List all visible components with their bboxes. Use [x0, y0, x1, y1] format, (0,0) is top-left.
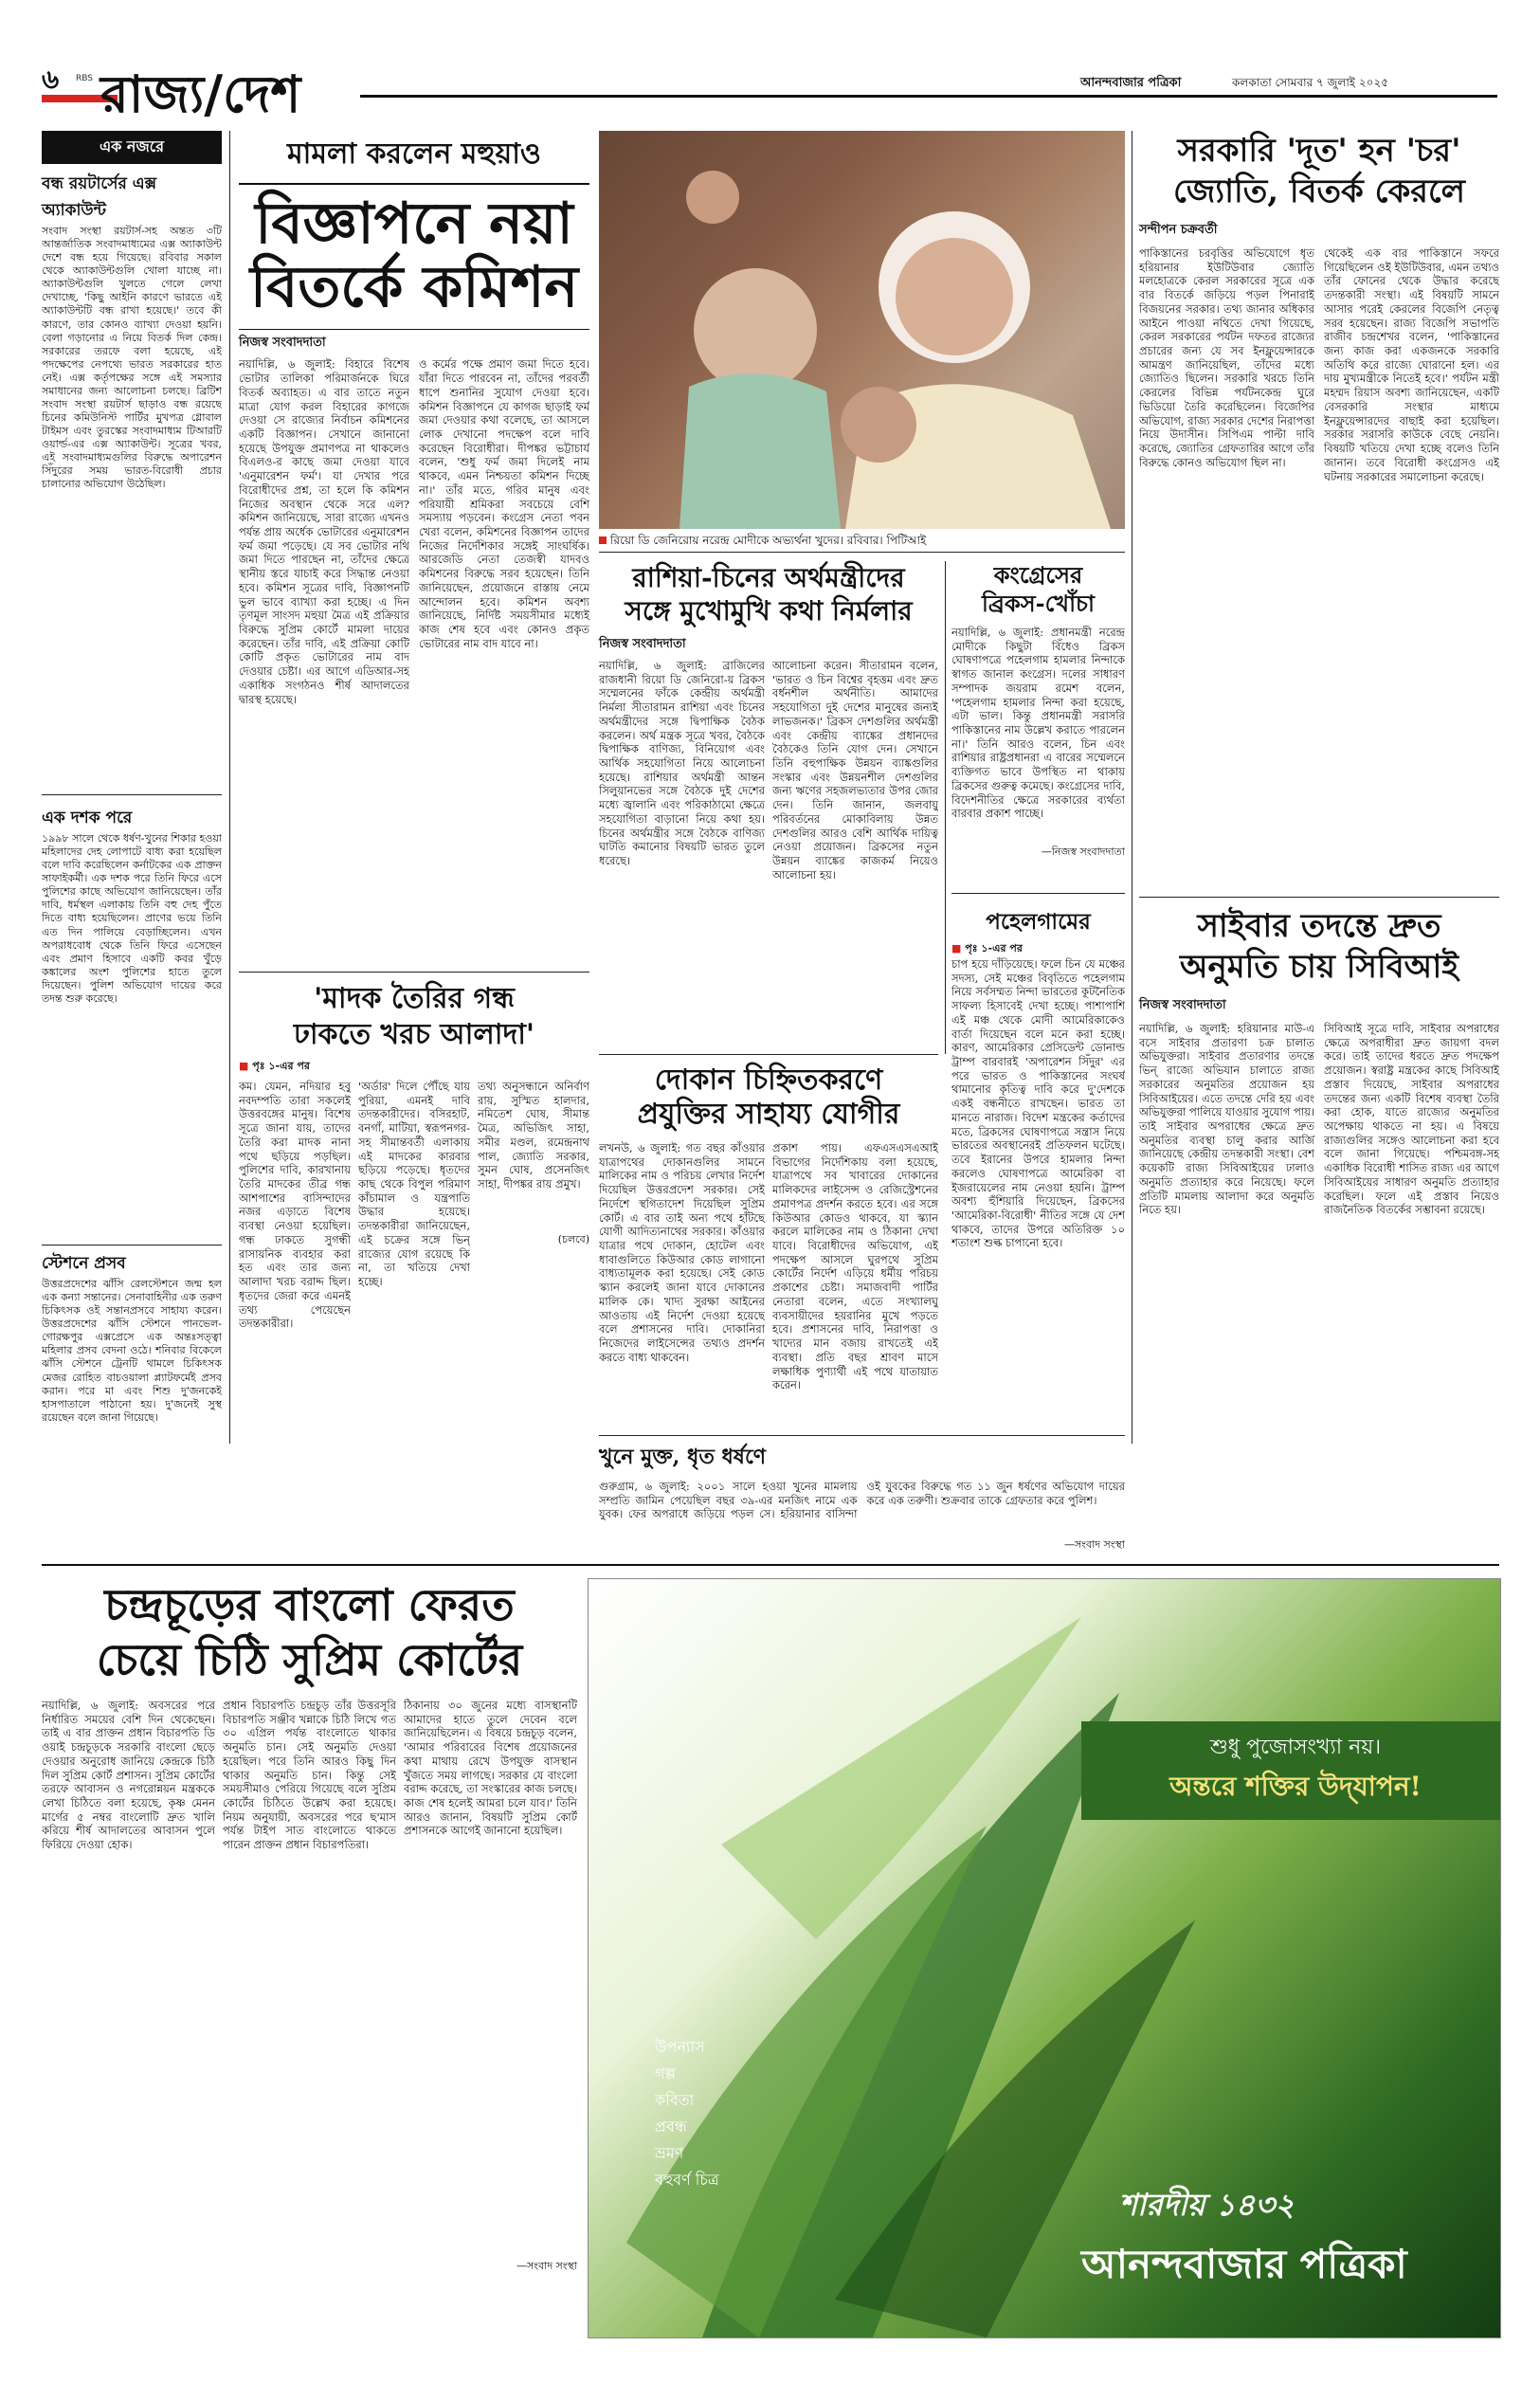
brief-item: [42, 172, 222, 710]
story-body: নয়াদিল্লি, ৬ জুলাই: প্রধানমন্ত্রী নরেন্দ্র মোদীকে কিছুটা বিঁধেও ব্রিকস ঘোষণাপত্রে পহেলগাম হামলার নিন্দাকে স্বাগত জানাল কংগ্রেস। দলের সাধারণ সম্পাদক জয়রাম রমেশ বলেন, 'পহেলগাম হামলার নিন্দা করা হয়েছে, এটা ভাল। কিন্তু প্রধানমন্ত্রী সরাসরি পাকিস্তানের নাম উল্লেখ করাতে পারলেন না।' তিনি আরও বলেন, চিন এবং রাশিয়ার রাষ্ট্রপ্রধানরা এ বারের সম্মেলনে ব্যক্তিগত ভাবে উপস্থিত না থাকায় ব্রিকসের গুরুত্ব কমেছে। কংগ্রেসের দাবি, বিদেশনীতির ক্ষেত্রে সরকারের ব্যর্থতা বারবার প্রকাশ পাচ্ছে।: [951, 626, 1125, 821]
nirmala-story: [599, 561, 938, 1054]
story-byline: নিজস্ব সংবাদদাতা: [599, 637, 686, 651]
section-rule: [951, 893, 1125, 894]
story-headline: [239, 981, 589, 1052]
brief-item: [42, 806, 222, 1211]
story-signoff: —সংবাদ সংস্থা: [1063, 1538, 1125, 1551]
story-body: প্রকাশ পায়। এফএসএসএআই বিভাগের নির্দেশিকায় বলা হয়েছে, যাত্রাপথে সব খাবারের দোকানের মালিকদের লাইসেন্স ও রেজিস্ট্রেশনের প্রমাণপত্র প্রদর্শন করতে হবে। এর সঙ্গে কিউআর কোডও থাকবে, যা স্ক্যান করলে মালিকের নাম ও ঠিকানা দেখা যাবে। বিরোধীদের অভিযোগ, এই পদক্ষেপ আসলে ঘুরপথে সুপ্রিম কোর্টের নির্দেশ এড়িয়ে ধর্মীয় পরিচয় প্রকাশের চেষ্টা। সমাজবাদী পার্টির নেতারা বলেন, এতে সংখ্যালঘু ব্যবসায়ীদের হয়রানির মুখে পড়তে হবে। প্রশাসনের দাবি, নিরাপত্তা ও খাদ্যের মান বজায় রাখতেই এই ব্যবস্থা। প্রতি বছর শ্রাবণ মাসে লক্ষাধিক পুণ্যার্থী এই পথে যাতায়াত করেন।: [772, 1141, 938, 1392]
section-rule: [599, 1435, 1125, 1436]
brief-title: স্টেশনে প্রসব: [42, 1254, 126, 1273]
cbi-story: [1139, 906, 1499, 1560]
khun-story: [599, 1441, 1125, 1555]
ad-tagline-line: শুধু পুজোসংখ্যা নয়।: [1209, 1736, 1382, 1759]
headline-line: বিজ্ঞাপনে নয়া: [255, 191, 573, 257]
ad-list-item: বহুবর্ণ চিত্র: [655, 2171, 719, 2189]
headline-line: ব্রিকস-খোঁচা: [982, 590, 1095, 617]
brief-title: এক দশক পরে: [42, 809, 133, 827]
caption-text: রিয়ো ডি জেনিরোয় নরেন্দ্র মোদীকে অভ্যর্থনা খুদের। রবিবার। পিটিআই: [610, 534, 927, 547]
page-divider: [42, 1564, 1499, 1566]
story-headline: [239, 192, 589, 319]
story-headline: খুনে মুক্ত, ধৃত ধর্ষণে: [599, 1445, 767, 1469]
story-body: নয়াদিল্লি, ৬ জুলাই: অবসরের পরে নির্ধারিত সময়ের বেশি দিন থেকেছেন। তাই এ বার প্রাক্তন প্রধান বিচারপতি ডি ওয়াই চন্দ্রচূড়কে সরকারি বাংলো ছেড়ে দেওয়ার অনুরোধ জানিয়ে কেন্দ্রকে চিঠি দিল সুপ্রিম কোর্ট প্রশাসন। সুপ্রিম কোর্টের তরফে আবাসন ও নগরোন্নয়ন মন্ত্রককে লেখা চিঠিতে বলা হয়েছে, কৃষ্ণ মেনন মার্গের ৫ নম্বর বাংলোটি দ্রুত খালি করিয়ে শীর্ষ আদালতের আবাসন পুলে ফিরিয়ে দেওয়া হোক।: [42, 1699, 215, 1852]
caption-marker: [599, 536, 607, 544]
story-body: নয়াদিল্লি, ৬ জুলাই: হরিয়ানার মাউ-এ বসে সাইবার প্রতারণা চক্র চালাত অভিযুক্তরা। সাইবার প্রতারণার তদন্তে ভিন্ রাজ্যে অভিযান চালাতে রাজ্য সরকারের অনুমতির প্রয়োজন হয় সিবিআইয়ের। এতে তদন্তে দেরি হয় এবং অভিযুক্তরা পালিয়ে যাওয়ার সুযোগ পায়। তাই সাইবার অপরাধের ক্ষেত্রে দ্রুত অনুমতির ব্যবস্থা চালু করার আর্জি জানিয়েছে কেন্দ্রীয় তদন্তকারী সংস্থা। বেশ কয়েকটি রাজ্য সিবিআইয়ের ঢালাও অনুমতি প্রত্যাহার করে নিয়েছে। ফলে প্রতিটি মামলায় আলাদা করে অনুমতি নিতে হয়।: [1139, 1022, 1314, 1217]
page-number: ৬: [42, 64, 60, 95]
jump-label: ■ পৃঃ ১-এর পর: [239, 1060, 310, 1072]
photo-image: [599, 131, 1125, 529]
column-rule: [945, 561, 946, 1054]
ad-edition: শারদীয় ১৪৩২: [1119, 2187, 1295, 2223]
ad-tagline-line: অন্তরে শক্তির উদ্‌যাপন!: [1169, 1771, 1422, 1802]
brief-body: উত্তরপ্রদেশের ঝাঁসি রেলস্টেশনে জন্ম হল এক কন্যা সন্তানের। সেনাবাহিনীর এক তরুণ চিকিৎসক ওই সন্তানপ্রসবে সাহায্য করেন। উত্তরপ্রদেশের ঝাঁসি স্টেশনে পানভেল-গোরক্ষপুর এক্সপ্রেসে এক অন্তঃসত্ত্বা মহিলার প্রসব বেদনা ওঠে। শনিবার বিকেলে ঝাঁসি স্টেশনে ট্রেনটি থামলে চিকিৎসক মেজর রোহিত বাচওয়ালা প্ল্যাটফর্মেই প্রসব করান। পরে মা এবং শিশু দু'জনকেই হাসপাতালে পাঠানো হয়। দু'জনেই সুস্থ রয়েছেন বলে জানা গিয়েছে।: [42, 1278, 222, 1424]
photo-frame: [599, 131, 1125, 529]
ad-brand: আনন্দবাজার পত্রিকা: [1081, 2241, 1407, 2287]
photo-caption: [599, 533, 1125, 552]
headline-line: রাশিয়া-চিনের অর্থমন্ত্রীদের: [632, 562, 905, 593]
dateline: কলকাতা সোমবার ৭ জুলাই ২০২৫: [1232, 76, 1389, 89]
story-body: তথ্য অনুসন্ধানে অনির্বাণ রায়, সুস্মিত হালদার, নমিতেশ ঘোষ, সীমান্ত মৈত্র, অভিজিৎ সাহা, সমীর মণ্ডল, রমেন্দ্রনাথ পাল, জ্যোতি সরকার, সুমন ঘোষ, প্রসেনজিৎ সাহা, দীপঙ্কর রায় প্রমুখ।: [478, 1080, 589, 1191]
jump-text: পৃঃ ১-এর পর: [252, 1060, 310, 1072]
headline-line: দোকান চিহ্নিতকরণে: [654, 1064, 883, 1097]
ad-contents-list: [655, 2034, 719, 2193]
mahua-story: [239, 131, 589, 965]
story-body: পাকিস্তানের চরবৃত্তির অভিযোগে ধৃত হরিয়ানার ইউটিউবার জ্যোতি মলহোত্রকে কেরল সরকারের সূত্রে এক বার বিতর্কে জড়িয়ে পড়ল পিনারাই বিজয়নের সরকার। তথ্য জানার অধিকার আইনে পাওয়া নথিতে দেখা গিয়েছে, কেরল সরকারের পর্যটন দফতর রাজ্যের প্রচারের জন্য যে সব ইনফ্লুয়েন্সারকে আমন্ত্রণ জানিয়েছিল, তাঁদের মধ্যে জ্যোতিও ছিলেন। সরকারি খরচে তিনি কেরলের বিভিন্ন পর্যটনকেন্দ্র ঘুরে ভিডিয়ো তৈরি করেছিলেন। বিজেপির অভিযোগ, রাজ্য সরকার দেশের নিরাপত্তা নিয়ে উদাসীন। সিপিএম পাল্টা দাবি করেছে, জ্যোতির গ্রেফতারির আগে তাঁর বিরুদ্ধে কোনও অভিযোগ ছিল না।: [1139, 246, 1314, 469]
sub-headline: পহেলগামের: [986, 909, 1091, 935]
story-byline: নিজস্ব সংবাদদাতা: [1139, 998, 1226, 1012]
headline-line: সঙ্গে মুখোমুখি কথা নির্মলার: [625, 595, 913, 627]
ad-list-item: কবিতা: [655, 2091, 695, 2109]
headline-line: ঢাকতে খরচ আলাদা': [293, 1017, 535, 1051]
brief-column: [42, 131, 222, 1444]
brief-title: বন্ধ রয়টার্সের এক্স অ্যাকাউন্ট: [42, 174, 157, 220]
story-byline: সন্দীপন চক্রবর্তী: [1139, 223, 1218, 237]
masthead: [0, 0, 1540, 124]
dokan-story: [599, 1064, 938, 1433]
headline-line: বিতর্কে কমিশন: [249, 254, 579, 321]
headline-line: কংগ্রেসের: [993, 561, 1083, 589]
story-body: ঠিকানায় ৩০ জুনের মধ্যে বাসস্থানটি আমাদের হাতে তুলে দেবেন বলে জানিয়েছিলেন। এ বিষয়ে চন্দ্রচূড় বলেন, 'আমার পরিবারের বিশেষ প্রয়োজনের কথা মাথায় রেখে উপযুক্ত বাসস্থান খুঁজতে সময় লাগছে। সরকার যে বাংলো বরাদ্দ করেছে, তা সংস্কারের কাজ চলছে। কাজ শেষ হলেই আমরা চলে যাব।' তিনি আরও জানান, বিষয়টি সুপ্রিম কোর্ট প্রশাসনকে আগেই জানানো হয়েছিল।: [404, 1699, 577, 1838]
brief-body: সংবাদ সংস্থা রয়টার্স-সহ অন্তত ৩টি আন্তর্জাতিক সংবাদমাধ্যমের এক্স অ্যাকাউন্ট দেশে বন্ধ হয়ে গিয়েছে। রবিবার সকাল থেকে অ্যাকাউন্টগুলি খোলা যাচ্ছে না। অ্যাকাউন্টগুলি খুলতে গেলে লেখা দেখাচ্ছে, 'কিছু আইনি কারণে ভারতে এই অ্যাকাউন্টটি বন্ধ রাখা হয়েছে।' তবে কী কারণে, তার কোনও ব্যাখ্যা দেওয়া হয়নি। বেলা গড়ানোর এ নিয়ে বিতর্ক দিল কেন্দ্র। সরকারের তরফে বলা হয়েছে, এই পদক্ষেপের নেপথ্যে ভারত সরকারের হাত নেই। এক্স কর্তৃপক্ষের সঙ্গে এই সমস্যার সমাধানের জন্য আলোচনা চলছে। ব্রিটিশ সংবাদ সংস্থা রয়টার্স ছাড়াও বন্ধ রয়েছে চিনের কমিউনিস্ট পার্টির মুখপত্র গ্লোবাল টাইমস এবং তুরস্কের সংবাদমাধ্যম টিআরটি ওয়ার্ল্ড-এর এক্স অ্যাকাউন্ট। সূত্রের খবর, এই সংবাদমাধ্যমগুলির বিরুদ্ধে অপারেশন সিঁদুরের সময় ভারত-বিরোধী প্রচার চালানোর অভিযোগ উঠেছিল।: [42, 225, 222, 491]
story-body: আলোচনা করেন। সীতারামন বলেন, 'ভারত ও চিন বিশ্বের বৃহত্তম এবং দ্রুত বর্ধনশীল অর্থনীতি। আমাদের সহযোগিতা দুই দেশের মানুষের জন্যই লাভজনক।' ব্রিকস দেশগুলির অর্থমন্ত্রী এবং কেন্দ্রীয় ব্যাঙ্কের প্রধানদের বৈঠকেও তিনি যোগ দেন। সেখানে তিনি বহুপাক্ষিক উন্নয়ন ব্যাঙ্কগুলির সংস্কার এবং উন্নয়নশীল দেশগুলির জন্য ঋণের সহজলভ্যতার উপর জোর দেন। তিনি জানান, জলবায়ু পরিবর্তনের মোকাবিলায় উন্নত দেশগুলির আরও বেশি আর্থিক দায়িত্ব নেওয়া প্রয়োজন। ব্রিকসের নতুন উন্নয়ন ব্যাঙ্কের কাজকর্ম নিয়েও আলোচনা হয়।: [772, 659, 938, 882]
headline-line: চন্দ্রচূড়ের বাংলো ফেরত: [104, 1579, 515, 1630]
edition-badge: RBS: [76, 74, 93, 83]
section-rule: [599, 552, 1125, 553]
ad-list-item: ভ্রমণ: [655, 2144, 684, 2162]
story-body: 'অর্ডার' দিলে পৌঁছে যায় পুরিয়া, এমনই দাবি তদন্তকারীদের। বসিরহাট, বনগাঁ, মাটিয়া, স্বরূপনগর-সহ সীমান্তবর্তী এলাকায় এই মাদকের কারবার ছড়িয়ে পড়েছে। ধৃতদের কাছ থেকে বিপুল পরিমাণ কাঁচামাল ও যন্ত্রপাতি উদ্ধার হয়েছে। তদন্তকারীরা জানিয়েছেন, এই চক্রের সঙ্গে ভিন্ রাজ্যের যোগ রয়েছে কি না, তা খতিয়ে দেখা হচ্ছে।: [358, 1080, 470, 1289]
paper-name: আনন্দবাজার পত্রিকা: [1080, 76, 1182, 90]
brief-divider: [42, 794, 222, 795]
ad-list-item: উপন্যাস: [655, 2038, 705, 2056]
modak-story: [239, 981, 589, 1550]
section-rule: [599, 1054, 938, 1055]
ad-panel: [588, 1578, 1501, 2338]
brief-body: ১৯৯৮ সালে থেকে ধর্ষণ-খুনের শিকার হওয়া মহিলাদের দেহ লোপাটে বাধ্য করা হয়েছিল বলে দাবি করেছিলেন কর্নাটকের এক প্রাক্তন সাফাইকর্মী। এক দশক পরে তিনি ফিরে এসে পুলিশের কাছে অভিযোগ জানিয়েছেন। তাঁর দাবি, ধর্মস্থল এলাকায় তিনি বহু দেহ পুঁতে দিতে বাধ্য হয়েছিলেন। প্রাণের ভয়ে তিনি এত দিন পালিয়ে বেড়াচ্ছিলেন। এখন অপরাধবোধ থেকে তিনি ফিরে এসেছেন এবং প্রমাণ হিসাবে একটি কবর খুঁড়ে কঙ্কালের অংশ পুলিশের হাতে তুলে দিয়েছেন। পুলিশ অভিযোগ দায়ের করে তদন্ত শুরু করেছে।: [42, 832, 222, 1005]
story-body: প্রধান বিচারপতি চন্দ্রচূড় তাঁর উত্তরসূরি বিচারপতি সঞ্জীব খন্নাকে চিঠি লিখে গত ৩০ এপ্রিল পর্যন্ত বাংলোতে থাকার অনুমতি চান। সেই অনুমতি দেওয়া হয়েছিল। পরে তিনি আরও কিছু দিন থাকার অনুমতি চান। কিন্তু সেই সময়সীমাও পেরিয়ে গিয়েছে বলে সুপ্রিম কোর্টের চিঠিতে উল্লেখ করা হয়েছে। নিয়ম অনুযায়ী, অবসরের পরে ছ'মাস পর্যন্ত টাইপ সাত বাংলোতে থাকতে পারেন প্রাক্তন প্রধান বিচারপতিরা।: [223, 1699, 396, 1852]
jump-text: পৃঃ ১-এর পর: [965, 942, 1023, 955]
story-headline: [951, 561, 1125, 618]
story-headline: [1139, 131, 1499, 211]
ad-tagline: [1081, 1721, 1501, 1820]
headline-line: সরকারি 'দূত' হন 'চর': [1177, 132, 1461, 170]
brief-divider: [42, 1245, 222, 1246]
headline-line: জ্যোতি, বিতর্ক কেরলে: [1173, 172, 1465, 210]
story-body: কম। যেমন, নদিয়ার হবু নবদম্পতি তারা সকলেই উত্তরবঙ্গের মানুষ। বিশেষ সূত্রে জানা যায়, তাদের তৈরি করা মাদক নানা পথে ছড়িয়ে পড়ছিল। পুলিশের দাবি, কারখানায় তৈরি মাদকের তীব্র গন্ধ আশপাশের বাসিন্দাদের নজর এড়াতে বিশেষ ব্যবস্থা নেওয়া হয়েছিল। গন্ধ ঢাকতে সুগন্ধী রাসায়নিক ব্যবহার করা হত এবং তার জন্য আলাদা খরচ বরাদ্দ ছিল। ধৃতদের জেরা করে এমনই তথ্য পেয়েছেন তদন্তকারীরা।: [239, 1080, 351, 1331]
story-body: নয়াদিল্লি, ৬ জুলাই: বিহারে বিশেষ ভোটার তালিকা পরিমার্জনকে ঘিরে বিতর্ক অব্যাহত। এ বার তাতে নতুন মাত্রা যোগ করল বিহারের কাগজে দেওয়া সে রাজ্যের নির্বাচন কমিশনের একটি বিজ্ঞাপন। সেখানে জানানো হয়েছে উপযুক্ত প্রমাণপত্র না থাকলেও বিএলও-র কাছে জমা দেওয়া যাবে 'এনুমারেশন ফর্ম'। যা দেখার পরে বিরোধীদের প্রশ্ন, তা হলে কি কমিশন নিজের অবস্থান থেকে সরে এল? কমিশন জানিয়েছে, সারা রাজ্যে এখনও পর্যন্ত প্রায় অর্ধেক ভোটারের এনুমারেশন ফর্ম জমা পড়েছে। যে সব ভোটার নথি জমা দিতে পারছেন না, তাঁদের ক্ষেত্রে স্থানীয় স্তরে যাচাই করে সিদ্ধান্ত নেওয়া হবে। কমিশন সূত্রের দাবি, বিজ্ঞাপনটি ভুল ভাবে ব্যাখ্যা করা হচ্ছে। এ দিন তৃণমূল সাংসদ মহুয়া মৈত্র এই প্রক্রিয়ার বিরুদ্ধে সুপ্রিম কোর্টে মামলা দায়ের করেছেন। তাঁর দাবি, এই প্রক্রিয়া কোটি কোটি প্রকৃত ভোটারের নাম বাদ দেওয়ার চেষ্টা। এর আগে এডিআর-সহ একাধিক সংগঠনও শীর্ষ আদালতের দ্বারস্থ হয়েছে।: [239, 357, 409, 706]
headline-line: 'মাদক তৈরির গন্ধ: [314, 982, 515, 1015]
story-signoff: —সংবাদ সংস্থা: [516, 2260, 577, 2272]
sarkari-story: [1139, 131, 1499, 889]
section-title: রাজ্য/দেশ: [100, 64, 301, 124]
story-body: সিবিআই সূত্রে দাবি, সাইবার অপরাধের ক্ষেত্রে অপরাধীরা দ্রুত জায়গা বদল করে। তাই তাদের ধরতে দ্রুত পদক্ষেপ প্রয়োজন। স্বরাষ্ট্র মন্ত্রকের কাছে সিবিআই প্রস্তাব দিয়েছে, সাইবার অপরাধের তদন্তের জন্য একটি বিশেষ ব্যবস্থা তৈরি করা হোক, যাতে রাজ্যের অনুমতির অপেক্ষায় থাকতে না হয়। এ বিষয়ে রাজ্যগুলির সঙ্গেও আলোচনা করা হবে বলে জানা গিয়েছে। পশ্চিমবঙ্গ-সহ একাধিক বিরোধী শাসিত রাজ্য এর আগে সিবিআইয়ের সাধারণ অনুমতি প্রত্যাহার করেছিল। ফলে এই প্রস্তাব নিয়েও রাজনৈতিক বিতর্কের সম্ভাবনা রয়েছে।: [1324, 1022, 1499, 1217]
congress-story: [951, 561, 1125, 1443]
headline-line: অনুমতি চায় সিবিআই: [1180, 947, 1458, 986]
story-kicker: মামলা করলেন মহুয়াও: [239, 131, 589, 185]
story-headline: [42, 1578, 577, 1687]
story-headline: [599, 1064, 938, 1132]
headline-line: প্রযুক্তির সাহায্য যোগীর: [637, 1098, 900, 1131]
story-body: গুরুগ্রাম, ৬ জুলাই: ২০০১ সালে হওয়া খুনের মামলায় সম্প্রতি জামিন পেয়েছিল বছর ৩৯-এর মনজিৎ নামে এক যুবক। ফের অপরাধে জড়িয়ে পড়ল সে। হরিয়ানার বাসিন্দা ওই যুবকের বিরুদ্ধে গত ১১ জুন ধর্ষণের অভিযোগ দায়ের করে এক তরুণী। শুক্রবার তাকে গ্রেফতার করে পুলিশ।: [599, 1480, 1125, 1521]
ad-list-item: প্রবন্ধ: [655, 2118, 687, 2136]
brief-item: [42, 1251, 222, 1463]
chandrachud-story: [42, 1578, 577, 2337]
headline-line: চেয়ে চিঠি সুপ্রিম কোর্টের: [96, 1633, 523, 1685]
section-rule: [239, 972, 589, 973]
story-signoff: (চলবে): [557, 1233, 589, 1246]
masthead-rule: [360, 95, 1497, 98]
story-byline: নিজস্ব সংবাদদাতা: [239, 329, 589, 354]
story-body: চাপ হয়ে দাঁড়িয়েছে। ফলে চিন যে মঞ্চের সদস্য, সেই মঞ্চের বিবৃতিতে পহেলগাম নিয়ে সর্বসম্মত নিন্দা ভারতের কূটনৈতিক সাফল্য হিসাবেই দেখা হচ্ছে। পাশাপাশি এই মঞ্চ থেকে মোদী আমেরিকাকেও বার্তা দিয়েছেন বলে মনে করা হচ্ছে। কারণ, আমেরিকার প্রেসিডেন্ট ডোনাল্ড ট্রাম্প বারবারই 'অপারেশন সিঁদুর' এর পরে ভারত ও পাকিস্তানের সংঘর্ষ থামানোর কৃতিত্ব দাবি করে দু'দেশকে একই বন্ধনীতে রাখছেন। ভারত তা মানতে নারাজ। বিদেশ মন্ত্রকের কর্তাদের মতে, ব্রিকসের ঘোষণাপত্রে সন্ত্রাস নিয়ে ভারতের অবস্থানেরই প্রতিফলন ঘটেছে। তবে ইরানের উপরে হামলার নিন্দা করলেও ঘোষণাপত্রে আমেরিকা বা ইজরায়েলের নাম নেওয়া হয়নি। ট্রাম্প অবশ্য হুঁশিয়ারি দিয়েছেন, ব্রিকসের 'আমেরিকা-বিরোধী' নীতির সঙ্গে যে দেশ থাকবে, তাদের উপরে অতিরিক্ত ১০ শতাংশ শুল্ক চাপানো হবে।: [951, 957, 1125, 1250]
headline-line: সাইবার তদন্তে দ্রুত: [1197, 907, 1441, 945]
story-body: লখনউ, ৬ জুলাই: গত বছর কাঁওয়ার যাত্রাপথের দোকানগুলির সামনে মালিকের নাম ও পরিচয় লেখার নির্দেশ দিয়েছিল উত্তরপ্রদেশ সরকার। সেই নির্দেশে স্থগিতাদেশ দিয়েছিল সুপ্রিম কোর্ট। এ বার তাই অন্য পথে হাঁটছে যোগী আদিত্যনাথের সরকার। কাঁওয়ার যাত্রার পথে দোকান, হোটেল এবং ধাবাগুলিতে কিউআর কোড লাগানো বাধ্যতামূলক করা হয়েছে। সেই কোড স্ক্যান করলেই জানা যাবে দোকানের মালিক কে। খাদ্য সুরক্ষা আইনের আওতায় এই নির্দেশ দেওয়া হয়েছে বলে প্রশাসনের দাবি। দোকানিরা নিজেদের লাইসেন্সের তথ্যও প্রদর্শন করতে বাধ্য থাকবেন।: [599, 1141, 765, 1364]
story-body: ও কর্মের পক্ষে প্রমাণ জমা দিতে হবে। যাঁরা দিতে পারবেন না, তাঁদের পরবর্তী ধাপে শুনানির সুযোগ দেওয়া হবে। কমিশন বিজ্ঞাপনে যে কাগজ ছাড়াই ফর্ম জমা দেওয়ার কথা বলেছে, তা আসলে লোক দেখানো পদক্ষেপ বলে দাবি করেছেন বিরোধীরা। দীপঙ্কর ভট্টাচার্য বলেন, 'শুধু ফর্ম জমা দিলেই নাম থাকবে, এমন নিশ্চয়তা কমিশন দিচ্ছে না।' তাঁর মতে, গরিব মানুষ এবং পরিযায়ী শ্রমিকরা সবচেয়ে বেশি সমস্যায় পড়বেন। কংগ্রেস নেতা পবন খেরা বলেন, কমিশনের বিজ্ঞাপন তাদের নিজের নির্দেশিকার সঙ্গেই সাংঘর্ষিক। আরজেডি নেতা তেজস্বী যাদবও কমিশনের বিরুদ্ধে সরব হয়েছেন। তিনি জানিয়েছেন, প্রয়োজনে রাস্তায় নেমে আন্দোলন হবে। কমিশন অবশ্য জানিয়েছে, নির্দিষ্ট সময়সীমার মধ্যেই কাজ শেষ হবে এবং কোনও প্রকৃত ভোটারের নাম বাদ যাবে না।: [419, 357, 589, 650]
story-body: নয়াদিল্লি, ৬ জুলাই: ব্রাজিলের রাজধানী রিয়ো ডি জেনিরো-য় ব্রিকস সম্মেলনের ফাঁকে কেন্দ্রীয় অর্থমন্ত্রী নির্মলা সীতারামন রাশিয়া এবং চিনের অর্থমন্ত্রীদের সঙ্গে দ্বিপাক্ষিক বৈঠক করলেন। অর্থ মন্ত্রক সূত্রে খবর, বৈঠকে দ্বিপাক্ষিক বাণিজ্য, বিনিয়োগ এবং আর্থিক সহযোগিতা নিয়ে আলোচনা হয়েছে। রাশিয়ার অর্থমন্ত্রী আন্তন সিলুয়ানভের সঙ্গে বৈঠকে দুই দেশের মধ্যে জ্বালানি এবং পরিকাঠামো ক্ষেত্রে সহযোগিতা বাড়ানো নিয়ে কথা হয়। চিনের অর্থমন্ত্রীর সঙ্গে বৈঠকে বাণিজ্য ঘাটতি কমানোর বিষয়টি ভারত তুলে ধরেছে।: [599, 659, 765, 868]
jump-label: ■ পৃঃ ১-এর পর: [951, 942, 1023, 955]
ad-list-item: গল্প: [655, 2064, 676, 2082]
story-body: থেকেই এক বার পাকিস্তানে সফরে গিয়েছিলেন ওই ইউটিউবার, এমন তথ্যও তাঁর ফোনের থেকে উদ্ধার করেছে তদন্তকারী সংস্থা। এই বিষয়টি সামনে আসার পরেই কেরলের বিজেপি নেতৃত্ব সরব হয়েছেন। রাজ্য বিজেপি সভাপতি রাজীব চন্দ্রশেখর বলেন, 'পাকিস্তানের জন্য কাজ করা একজনকে সরকারি অতিথি করে রাজ্যে ঘোরানো হল। এর দায় মুখ্যমন্ত্রীকে নিতেই হবে।' পর্যটন মন্ত্রী মহম্মদ রিয়াস অবশ্য জানিয়েছেন, একটি বেসরকারি সংস্থার মাধ্যমে ইনফ্লুয়েন্সারদের বাছাই করা হয়েছিল। সরকার সরাসরি কাউকে বেছে নেয়নি। বিষয়টি খতিয়ে দেখা হচ্ছে বলেও তিনি জানান। তবে বিরোধী কংগ্রেসও এই ঘটনায় সরকারের সমালোচনা করেছে।: [1324, 246, 1499, 483]
brief-header: এক নজরে: [42, 131, 222, 164]
section-rule: [1139, 897, 1499, 898]
story-headline: [599, 561, 938, 627]
leaf-artwork: [589, 1579, 1500, 2337]
story-signoff: —নিজস্ব সংবাদদাতা: [1041, 846, 1125, 858]
column-rule: [229, 131, 230, 1444]
story-headline: [1139, 906, 1499, 987]
